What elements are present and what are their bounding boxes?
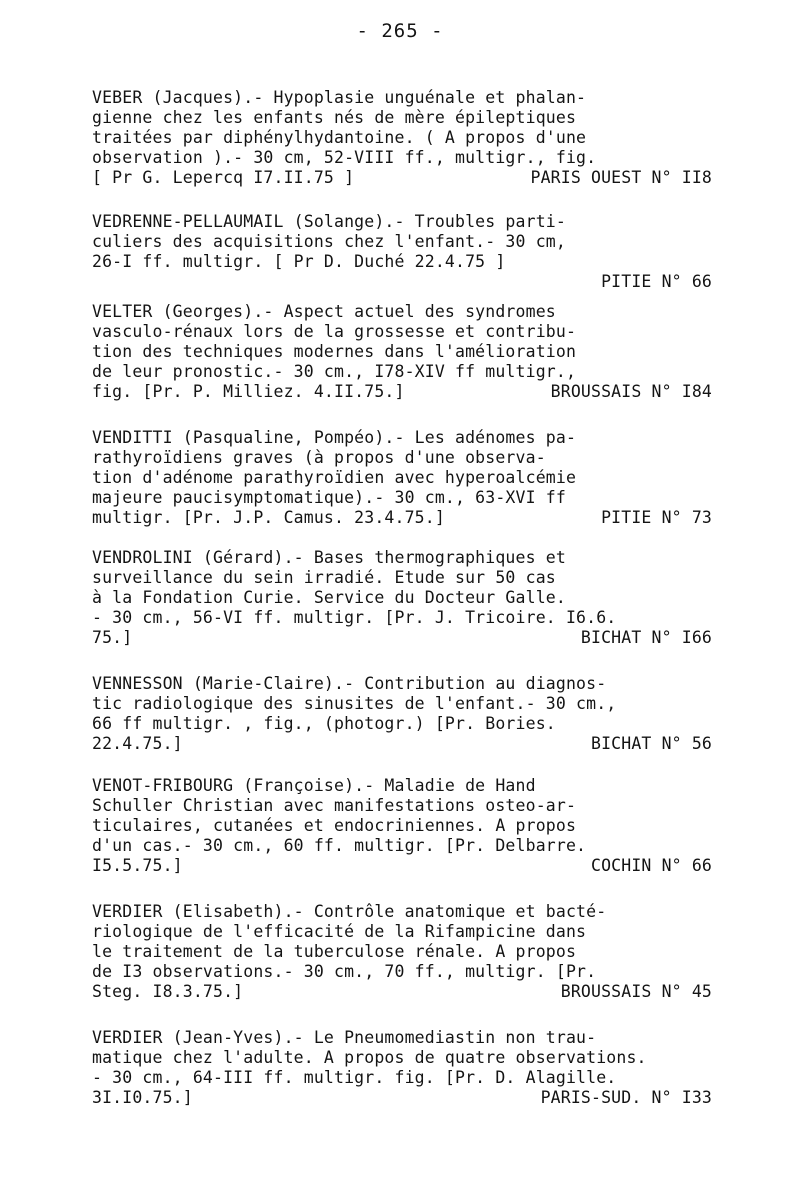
entry-citation-tail: Steg. I8.3.75.]	[92, 982, 244, 1001]
entry-closing-line	[92, 1088, 712, 1108]
entry-line: rathyroïdiens graves (à propos d'une observa-	[92, 448, 546, 467]
bibliography-entry	[92, 776, 712, 876]
entry-line: d'un cas.- 30 cm., 60 ff. multigr. [Pr. Delbarre.	[92, 836, 587, 855]
entry-line: VERDIER (Elisabeth).- Contrôle anatomique et bacté-	[92, 902, 607, 921]
entry-closing-line	[92, 382, 712, 402]
entry-line: VENDITTI (Pasqualine, Pompéo).- Les adénomes pa-	[92, 428, 577, 447]
bibliography-entry	[92, 1028, 712, 1108]
entry-line: traitées par diphénylhydantoine. ( A propos d'une	[92, 128, 587, 147]
entry-line: matique chez l'adulte. A propos de quatre observations.	[92, 1048, 647, 1067]
entry-line: tic radiologique des sinusites de l'enfant.- 30 cm.,	[92, 694, 617, 713]
entry-line: majeure paucisymptomatique).- 30 cm., 63-XVI ff	[92, 488, 566, 507]
entry-line: observation ).- 30 cm, 52-VIII ff., multigr., fig.	[92, 148, 597, 167]
entry-source: PARIS OUEST N° II8	[530, 168, 712, 187]
entry-line: le traitement de la tuberculose rénale. A propos	[92, 942, 577, 961]
bibliography-entry	[92, 902, 712, 1002]
entry-line: VEDRENNE-PELLAUMAIL (Solange).- Troubles parti-	[92, 212, 566, 231]
entry-source: BICHAT N° I66	[580, 628, 712, 647]
entry-closing-line	[92, 734, 712, 754]
entry-citation-tail: [ Pr G. Lepercq I7.II.75 ]	[92, 168, 355, 187]
entry-source: PITIE N° 73	[601, 508, 712, 527]
entry-line: surveillance du sein irradié. Etude sur 50 cas	[92, 568, 556, 587]
entry-line: 66 ff multigr. , fig., (photogr.) [Pr. Bories.	[92, 714, 556, 733]
entry-source: PARIS-SUD. N° I33	[540, 1088, 712, 1107]
entry-line: vasculo-rénaux lors de la grossesse et contribu-	[92, 322, 577, 341]
entry-line: de I3 observations.- 30 cm., 70 ff., multigr. [Pr.	[92, 962, 597, 981]
entry-citation-tail: 3I.I0.75.]	[92, 1088, 193, 1107]
entry-citation-tail: 22.4.75.]	[92, 734, 183, 753]
entry-closing-line	[92, 508, 712, 528]
entry-line: tion des techniques modernes dans l'amélioration	[92, 342, 577, 361]
entry-source: BROUSSAIS N° 45	[560, 982, 712, 1001]
entry-line: culiers des acquisitions chez l'enfant.- 30 cm,	[92, 232, 566, 251]
entry-line: - 30 cm., 56-VI ff. multigr. [Pr. J. Tricoire. I6.6.	[92, 608, 617, 627]
entry-closing-line	[92, 272, 712, 292]
entry-line: riologique de l'efficacité de la Rifampicine dans	[92, 922, 587, 941]
bibliography-entry	[92, 428, 712, 528]
entry-line: VELTER (Georges).- Aspect actuel des syndromes	[92, 302, 556, 321]
entry-source: BICHAT N° 56	[590, 734, 712, 753]
bibliography-entry	[92, 302, 712, 402]
entry-line: ticulaires, cutanées et endocriniennes. A propos	[92, 816, 577, 835]
entry-closing-line	[92, 856, 712, 876]
entry-line: VENDROLINI (Gérard).- Bases thermographiques et	[92, 548, 566, 567]
bibliography-entry	[92, 674, 712, 754]
bibliography-entry	[92, 88, 712, 188]
bibliography-entry	[92, 212, 712, 292]
entry-closing-line	[92, 168, 712, 188]
entry-line: à la Fondation Curie. Service du Docteur Galle.	[92, 588, 566, 607]
entry-closing-line	[92, 982, 712, 1002]
page-number: - 265 -	[356, 20, 444, 42]
entry-citation-tail: I5.5.75.]	[92, 856, 183, 875]
entry-line: - 30 cm., 64-III ff. multigr. fig. [Pr. D. Alagille.	[92, 1068, 617, 1087]
entry-line: 26-I ff. multigr. [ Pr D. Duché 22.4.75 ]	[92, 252, 506, 271]
entry-line: VENOT-FRIBOURG (Françoise).- Maladie de Hand	[92, 776, 536, 795]
entry-line: VEBER (Jacques).- Hypoplasie unguénale et phalan-	[92, 88, 587, 107]
entry-citation-tail: 75.]	[92, 628, 133, 647]
entry-citation-tail: fig. [Pr. P. Milliez. 4.II.75.]	[92, 382, 405, 401]
entry-source: PITIE N° 66	[601, 272, 712, 291]
entry-line: VERDIER (Jean-Yves).- Le Pneumomediastin non trau-	[92, 1028, 597, 1047]
bibliography-entry	[92, 548, 712, 648]
entry-source: BROUSSAIS N° I84	[550, 382, 712, 401]
entry-closing-line	[92, 628, 712, 648]
entry-line: gienne chez les enfants nés de mère épileptiques	[92, 108, 577, 127]
entry-line: tion d'adénome parathyroïdien avec hyperoalcémie	[92, 468, 577, 487]
entry-source: COCHIN N° 66	[590, 856, 712, 875]
entry-line: VENNESSON (Marie-Claire).- Contribution au diagnos-	[92, 674, 607, 693]
entry-line: de leur pronostic.- 30 cm., I78-XIV ff multigr.,	[92, 362, 577, 381]
entry-line: Schuller Christian avec manifestations osteo-ar-	[92, 796, 577, 815]
entry-citation-tail: multigr. [Pr. J.P. Camus. 23.4.75.]	[92, 508, 445, 527]
